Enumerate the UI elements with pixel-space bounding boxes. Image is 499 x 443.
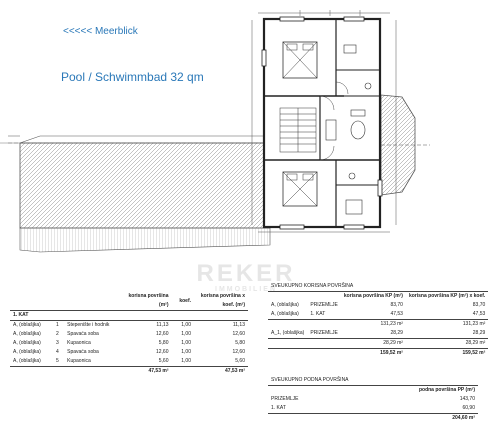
col-header-coef: koef.	[179, 297, 191, 304]
floor-room-table	[10, 292, 248, 376]
sum-kpk: 28,29 m²	[465, 340, 486, 346]
table-row: A_1, (oblašjka) PRIZEMLJE 28,29 28,29	[268, 329, 488, 339]
useful-area-table	[268, 282, 488, 358]
table-row: A, (oblašjka) 1 Stepenište i hodnik 11,13 1,00 11,13	[13, 322, 245, 328]
table-row: 1. KAT 60,90	[268, 404, 478, 414]
bed-bottom	[283, 172, 317, 206]
table-row: PRIZEMLJE 143,70	[271, 396, 475, 402]
col-header-kp: korisna površina KP (m²)	[343, 293, 403, 299]
table-row: A, (oblašjka) 1. KAT 47,53 47,53	[268, 310, 488, 320]
table-row: A, (oblašjka) PRIZEMLJE 83,70 83,70	[271, 302, 486, 308]
bed-top	[283, 42, 317, 78]
total-kp: 159,52 m²	[341, 349, 406, 359]
section-heading: 1. KAT	[10, 311, 248, 321]
left-roof-wing	[0, 136, 270, 252]
useful-area-title: SVEUKUPNO KORISNA POVRŠINA	[268, 282, 488, 292]
pool-label: Pool / Schwimmbad 32 qm	[61, 70, 204, 84]
table-row: A, (oblašjka) 4 Spavaća soba 12,60 1,00 12,60	[13, 349, 245, 355]
total-weighted: 47,53 m²	[224, 368, 245, 374]
watermark-brand: REKER	[196, 260, 296, 287]
col-header-weighted: korisna površina x koef. (m²)	[200, 293, 245, 308]
total-area: 47,53 m²	[148, 368, 169, 374]
subtotal-kp: 131,23 m²	[380, 321, 403, 327]
col-header-kpk: korisna površina KP (m²) x koef.	[408, 293, 486, 299]
floor-area-title: SVEUKUPNO PODNA POVRŠINA	[268, 376, 478, 386]
total-pp: 204,60 m²	[452, 415, 475, 421]
sea-view-label: <<<<< Meerblick	[63, 26, 138, 37]
col-header-pp: podna površina PP (m²)	[418, 387, 475, 393]
total-kpk: 159,52 m²	[406, 349, 488, 359]
table-row: A, (oblašjka) 3 Kupaonica 5,80 1,00 5,80	[13, 340, 245, 346]
table-row: A, (oblašjka) 5 Kupaonica 5,60 1,00 5,60	[10, 357, 248, 367]
right-roof-wing	[381, 95, 430, 195]
subtotal-kpk: 131,23 m²	[462, 321, 486, 327]
table-row: A, (oblašjka) 2 Spavaća soba 12,60 1,00 12,60	[13, 331, 245, 337]
col-header-area: korisna površina (m²)	[128, 293, 169, 308]
floor-area-table	[268, 376, 478, 423]
sum-kp: 28,29 m²	[383, 340, 403, 346]
watermark-subtitle: IMMOBILIEN	[215, 286, 277, 293]
